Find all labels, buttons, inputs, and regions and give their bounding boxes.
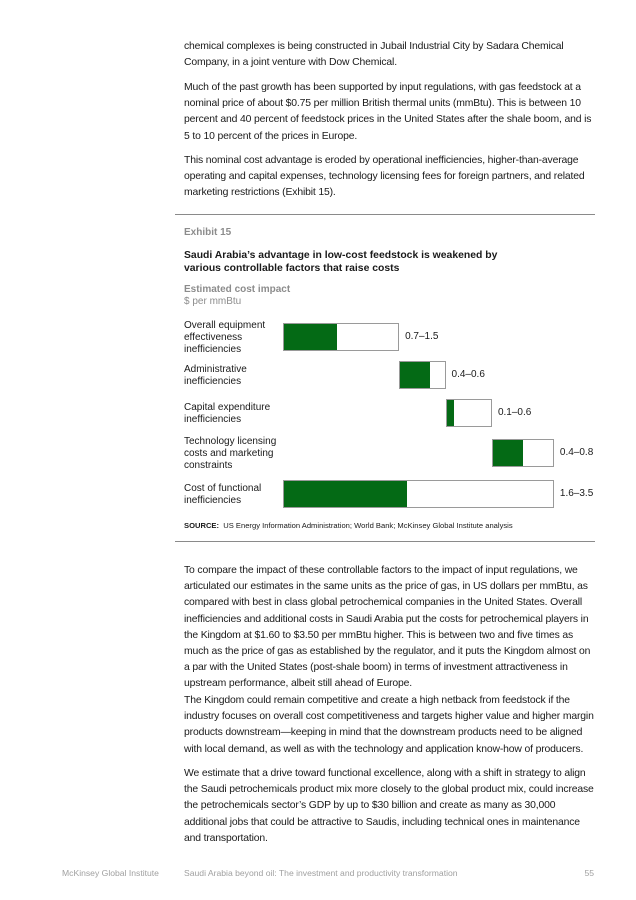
source-label: SOURCE: <box>184 521 220 530</box>
category-label-line: Cost of functional <box>184 483 262 494</box>
exhibit-source <box>184 521 513 530</box>
units-title: Estimated cost impact <box>184 284 291 295</box>
units-subtitle: $ per mmBtu <box>184 296 242 307</box>
exhibit-label: Exhibit 15 <box>184 227 232 238</box>
body-paragraph: This nominal cost advantage is eroded by operational inefficiencies, higher-than-average operating and capital expenses, technology licensing fees for foreign partners, and related marketing restrictions (Exhibit 15). <box>184 155 585 199</box>
value-label: 0.1–0.6 <box>497 407 532 418</box>
footer-page-number: 55 <box>584 868 594 878</box>
body-paragraph: The Kingdom could remain competitive and create a high netback from feedstock if the industry focuses on overall cost competitiveness and targets higher value and higher margin products downstream—keeping in mind that the downstream products need to be aligned with local demand, as well as with the technology and application know-how of producers. <box>184 695 594 755</box>
body-paragraph: We estimate that a drive toward functional excellence, along with a shift in strategy to align the Saudi petrochemicals product mix more closely to the global product mix, could increase the petrochemicals sector’s GDP by up to $30 billion and create as many as 30,000 additional jobs that could be attractive to Saudis, including technical ones in maintenance and transportation. <box>184 768 594 844</box>
low-estimate-bar <box>447 400 454 426</box>
low-estimate-bar <box>284 481 407 507</box>
category-label-line: Capital expenditure <box>184 402 271 413</box>
range-bar <box>492 439 554 467</box>
footer-publisher: McKinsey Global Institute <box>62 868 159 878</box>
category-label <box>184 436 284 472</box>
category-label-line: Administrative <box>184 364 247 375</box>
category-label-line: costs and marketing <box>184 448 274 459</box>
category-label <box>184 483 284 507</box>
range-bar <box>446 399 492 427</box>
range-bar <box>283 323 399 351</box>
source-text: US Energy Information Administration; World Bank; McKinsey Global Institute analysis <box>223 521 513 530</box>
category-label-line: constraints <box>184 460 233 471</box>
body-paragraph: Much of the past growth has been supported by input regulations, with gas feedstock at a nominal price of about $0.75 per million British thermal units (mmBtu). This is between 10 percent and 40 percent of feedstock prices in the United States after the shale boom, and is 5 to 10 percent of the prices in Europe. <box>184 82 592 142</box>
category-label-line: effectiveness <box>184 332 243 343</box>
low-estimate-bar <box>493 440 523 466</box>
exhibit-top-rule <box>175 214 595 215</box>
category-label-line: inefficiencies <box>184 344 242 355</box>
value-label: 0.4–0.8 <box>559 447 594 458</box>
category-label-line: Technology licensing <box>184 436 277 447</box>
value-label: 1.6–3.5 <box>559 488 594 499</box>
category-label-line: Overall equipment <box>184 320 266 331</box>
category-label <box>184 320 284 356</box>
category-label <box>184 402 284 426</box>
category-label-line: inefficiencies <box>184 495 242 506</box>
body-paragraph: To compare the impact of these controllable factors to the impact of input regulations, we articulated our estimates in the same units as the price of gas, in US dollars per mmBtu, as compared with best in class global petrochemical companies in the United States. Overall inefficiencies and additional costs in Saudi Arabia put the costs for petrochemical players in the Kingdom at $1.60 to $3.50 per mmBtu higher. This is between two and five times as much as the price of gas as established by the regulator, and it puts the Kingdom almost on a par with the United States (post-shale boom) in terms of investment attractiveness in upstream performance, albeit still ahead of Europe. <box>184 565 591 690</box>
range-bar <box>283 480 554 508</box>
value-label: 0.7–1.5 <box>405 331 439 342</box>
low-estimate-bar <box>284 324 337 350</box>
category-label <box>184 364 284 388</box>
body-paragraph: chemical complexes is being constructed in Jubail Industrial City by Sadara Chemical Company, in a joint venture with Dow Chemical. <box>184 41 564 69</box>
category-label-line: inefficiencies <box>184 414 242 425</box>
category-label-line: inefficiencies <box>184 376 242 387</box>
range-bar <box>399 361 445 389</box>
footer-report-title: Saudi Arabia beyond oil: The investment and productivity transformation <box>184 868 458 878</box>
exhibit-title: Saudi Arabia’s advantage in low-cost feedstock is weakened by various controllable factors that raise costs <box>184 250 498 274</box>
exhibit-bottom-rule <box>175 541 595 542</box>
value-label: 0.4–0.6 <box>451 369 485 380</box>
low-estimate-bar <box>400 362 430 388</box>
